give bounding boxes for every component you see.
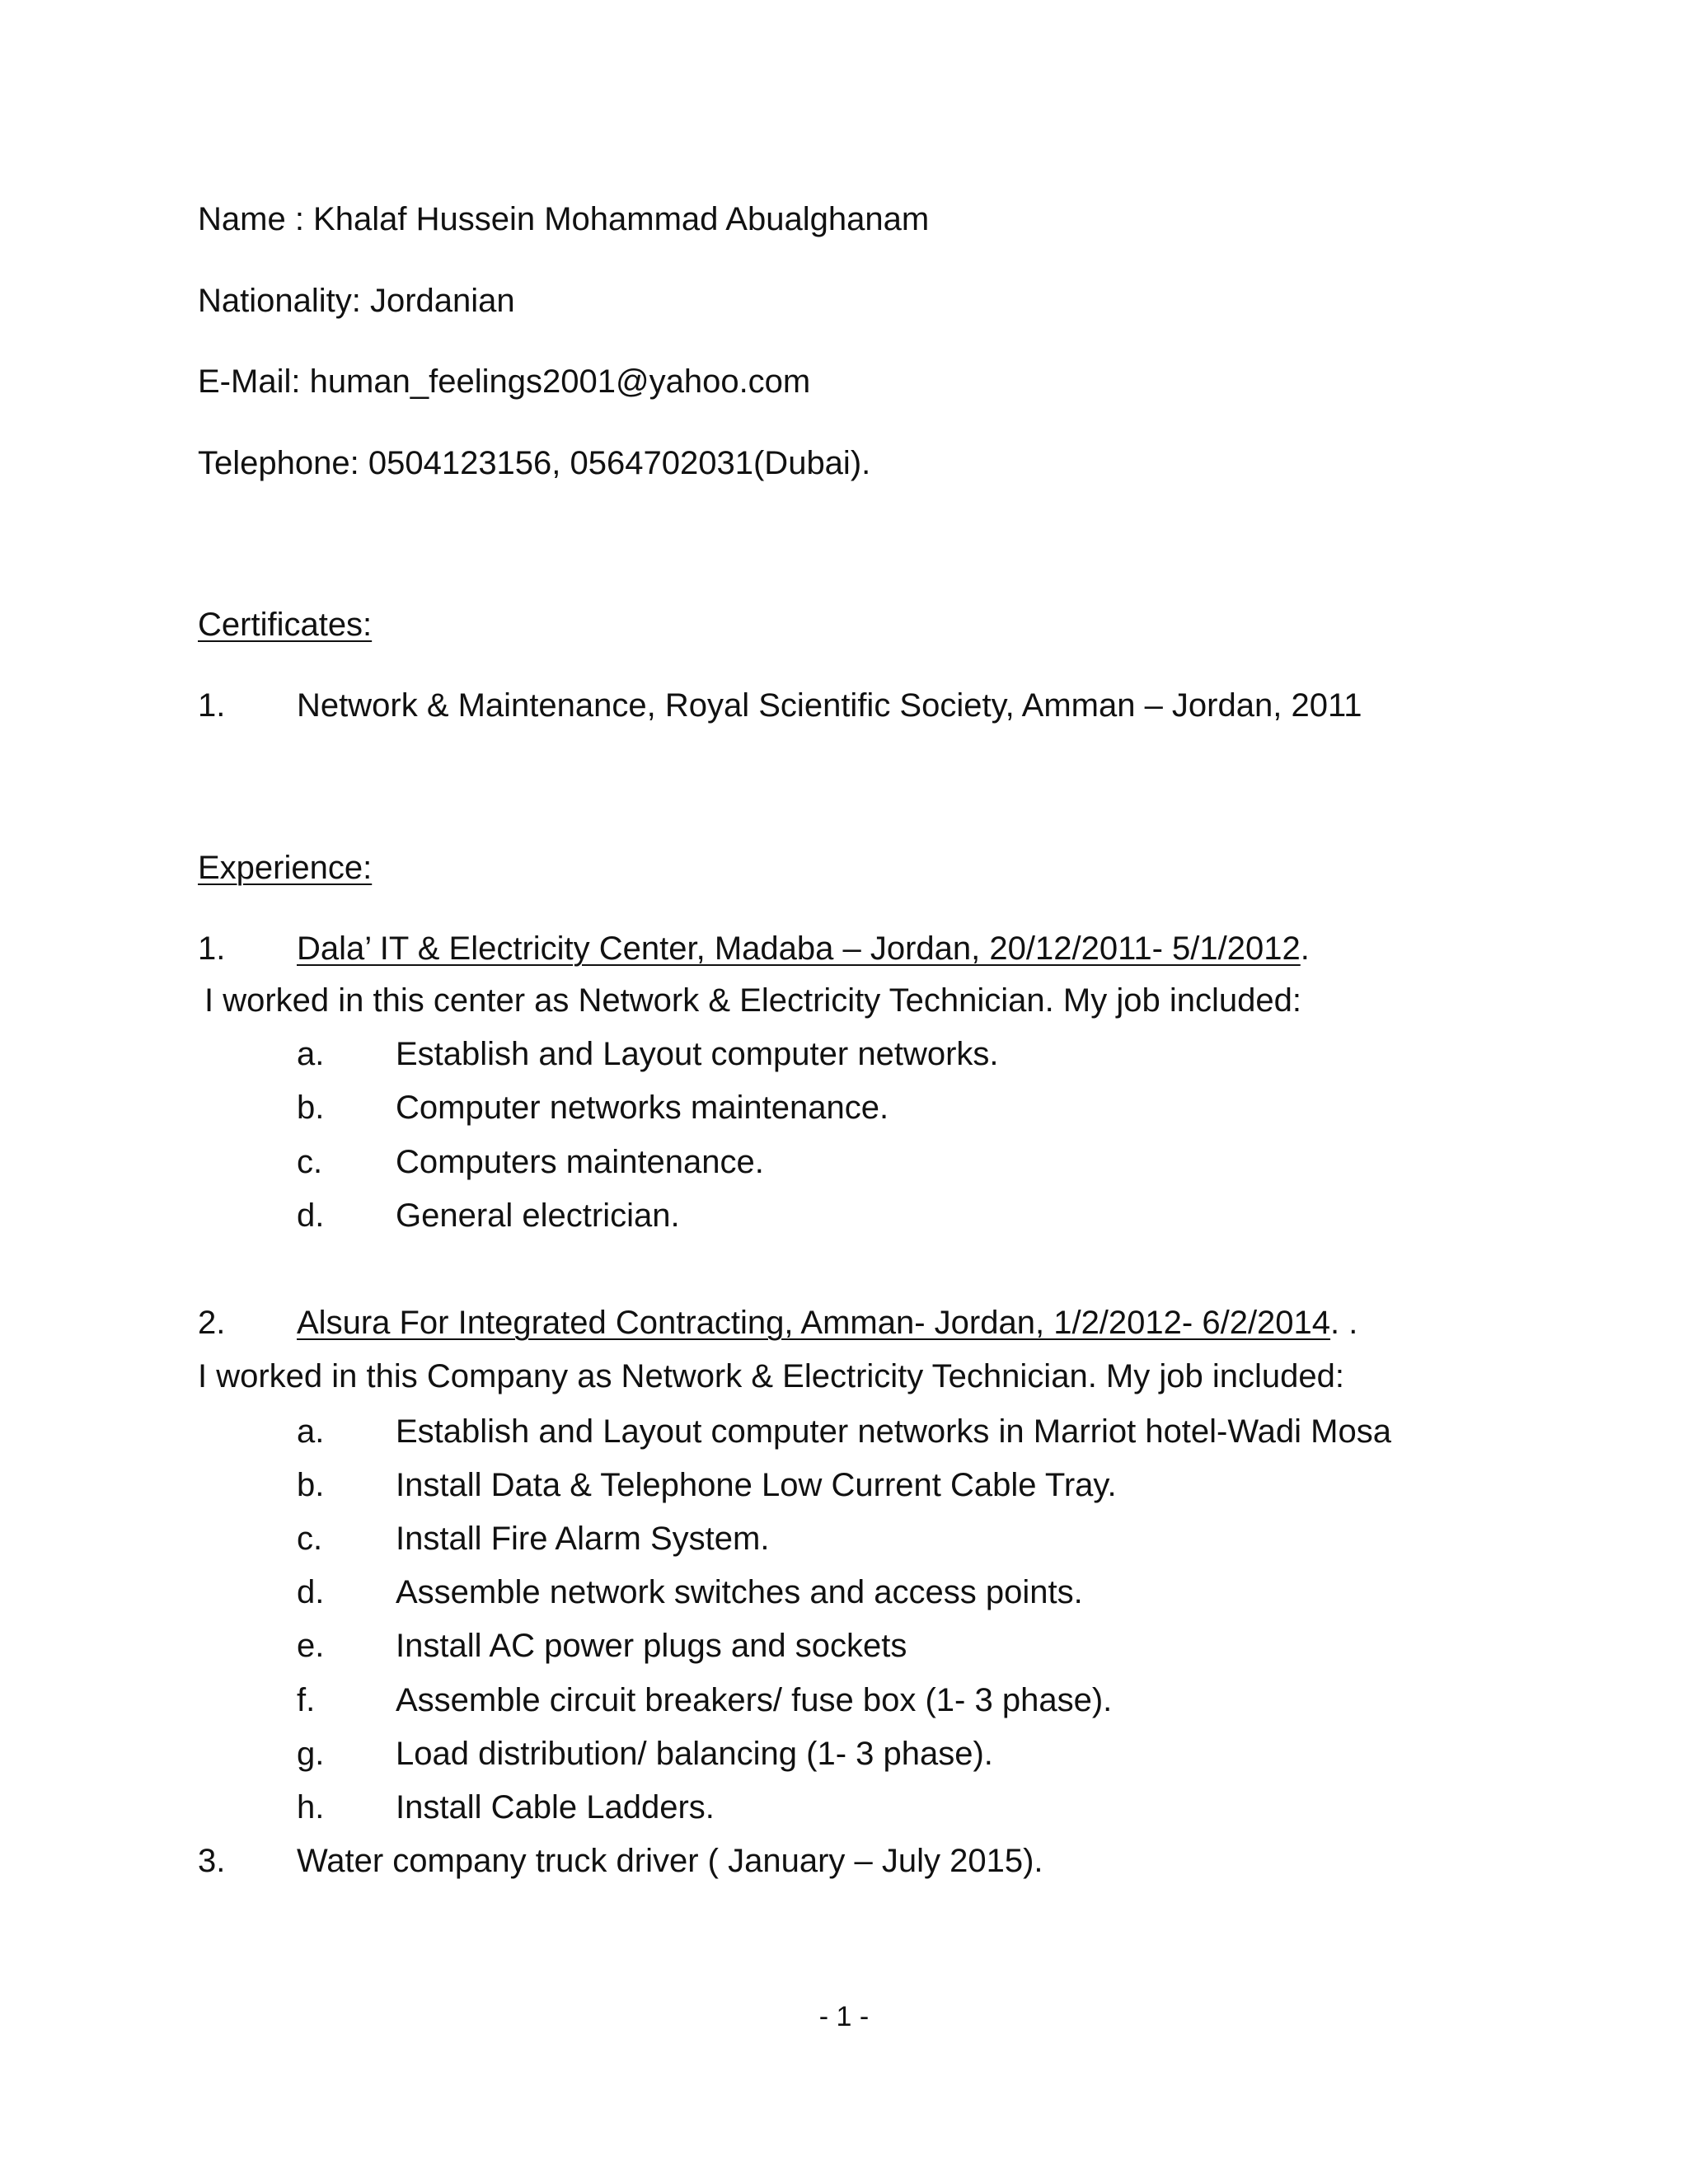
- duty-text: Install Data & Telephone Low Current Cable Tray.: [396, 1467, 1117, 1503]
- duty-text: Load distribution/ balancing (1- 3 phase).: [396, 1736, 993, 1772]
- nationality-line: Nationality: Jordanian: [198, 283, 515, 319]
- duty-letter: f.: [297, 1682, 316, 1718]
- duty-text: Establish and Layout computer networks.: [396, 1036, 999, 1072]
- name-line: Name : Khalaf Hussein Mohammad Abualghanam: [198, 201, 930, 237]
- duty-letter: b.: [297, 1467, 325, 1503]
- duty-letter: d.: [297, 1197, 325, 1234]
- job-2-description: I worked in this Company as Network & Electricity Technician. My job included:: [198, 1358, 1344, 1394]
- duty-letter: h.: [297, 1789, 325, 1825]
- duty-text: Assemble network switches and access points.: [396, 1574, 1083, 1610]
- duty-text: Assemble circuit breakers/ fuse box (1- 3 phase).: [396, 1682, 1113, 1718]
- duty-letter: b.: [297, 1090, 325, 1126]
- duty-text: Computers maintenance.: [396, 1144, 764, 1180]
- duty-text: Install Cable Ladders.: [396, 1789, 715, 1825]
- duty-letter: a.: [297, 1413, 325, 1450]
- duty-text: Establish and Layout computer networks in Marriot hotel-Wadi Mosa: [396, 1413, 1391, 1450]
- duty-text: Install Fire Alarm System.: [396, 1521, 770, 1557]
- certificate-number: 1.: [198, 687, 226, 724]
- duty-text: Computer networks maintenance.: [396, 1090, 889, 1126]
- job-3-text: Water company truck driver ( January – July 2015).: [297, 1843, 1043, 1879]
- certificates-heading: Certificates:: [198, 607, 373, 643]
- duty-letter: g.: [297, 1736, 325, 1772]
- telephone-line: Telephone: 0504123156, 0564702031(Dubai).: [198, 445, 871, 481]
- job-2-title-text: Alsura For Integrated Contracting, Amman- Jordan, 1/2/2012- 6/2/2014: [297, 1305, 1331, 1341]
- job-3-number: 3.: [198, 1843, 226, 1879]
- job-1-number: 1.: [198, 930, 226, 967]
- duty-letter: d.: [297, 1574, 325, 1610]
- job-1-title-text: Dala’ IT & Electricity Center, Madaba – Jordan, 20/12/2011- 5/1/2012: [297, 930, 1301, 967]
- job-1-title-suffix: .: [1300, 930, 1310, 967]
- job-1-title: [297, 932, 1310, 965]
- job-1-description: I worked in this center as Network & Electricity Technician. My job included:: [204, 982, 1301, 1019]
- duty-letter: e.: [297, 1628, 325, 1664]
- job-2-title-suffix: . .: [1330, 1305, 1358, 1341]
- duty-text: Install AC power plugs and sockets: [396, 1628, 907, 1664]
- job-2-number: 2.: [198, 1305, 226, 1341]
- job-2-title: [297, 1306, 1357, 1339]
- duty-letter: c.: [297, 1144, 323, 1180]
- page-number: - 1 -: [818, 2001, 870, 2032]
- certificate-text: Network & Maintenance, Royal Scientific Society, Amman – Jordan, 2011: [297, 687, 1362, 724]
- email-line: E-Mail: human_feelings2001@yahoo.com: [198, 363, 811, 400]
- experience-heading: Experience:: [198, 850, 373, 886]
- duty-letter: c.: [297, 1521, 323, 1557]
- duty-text: General electrician.: [396, 1197, 680, 1234]
- duty-letter: a.: [297, 1036, 325, 1072]
